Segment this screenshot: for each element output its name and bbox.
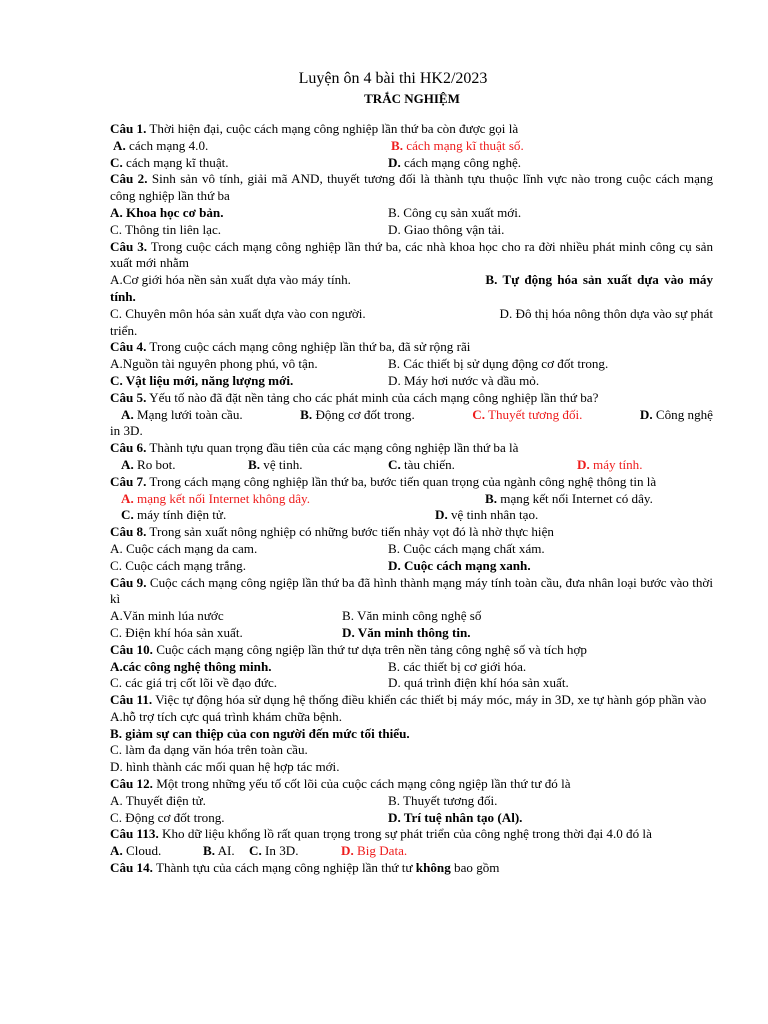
option-b-correct: B. cách mạng kĩ thuật số. xyxy=(391,137,524,153)
option-d: D. vệ tinh nhân tạo. xyxy=(435,507,539,523)
question-text: Câu 9. Cuộc cách mạng công ngiệp lần thứ ba đã hình thành mạng máy tính toàn cầu, đưa nhân loại bước vào thời kì xyxy=(110,574,713,607)
question-text: Câu 7. Trong cách mạng công nghiệp lần thứ ba, bước tiến quan trọng của ngành công nghệ thông tin là xyxy=(110,473,657,489)
option-a: A. Thuyết điện tử. xyxy=(110,792,206,808)
option-a: A. cách mạng 4.0. xyxy=(113,137,209,153)
option-d: D. Công nghệ xyxy=(639,406,713,422)
option-d: D. cách mạng công nghệ. xyxy=(388,154,522,170)
option-a: A. Cuộc cách mạng da cam. xyxy=(110,540,258,556)
option-b: B. Thuyết tương đối. xyxy=(388,792,498,808)
option-d: D. Máy hơi nước và dầu mỏ. xyxy=(388,372,540,388)
question-11 xyxy=(110,692,713,776)
option-d: D. Giao thông vận tải. xyxy=(388,221,505,237)
option-d-correct: D. Trí tuệ nhân tạo (Al). xyxy=(388,809,523,825)
question-10 xyxy=(110,642,713,692)
question-list xyxy=(110,121,713,877)
question-text: Câu 12. Một trong những yếu tố cốt lõi của cuộc cách mạng công ngiệp lần thứ tư đó là xyxy=(110,776,571,792)
question-14 xyxy=(110,860,713,877)
question-number: Câu 113. xyxy=(110,826,159,842)
option-c: C. cách mạng kĩ thuật. xyxy=(110,154,229,170)
question-text: Câu 3. Trong cuộc cách mạng công nghiệp lần thứ ba, các nhà khoa học cho ra đời nhiều phát minh công cụ sản xuất mới nhằm xyxy=(110,238,713,271)
option-c-correct: C. Thuyết tương đối. xyxy=(472,406,583,422)
option-d-continued: triển. xyxy=(110,322,138,338)
option-a-correct: A.các công nghệ thông minh. xyxy=(110,658,272,674)
option-b: B. AI. xyxy=(203,843,235,859)
question-8 xyxy=(110,524,713,574)
option-b: B. vệ tinh. xyxy=(248,456,303,472)
option-c: C. Động cơ đốt trong. xyxy=(110,809,225,825)
option-a: A. Cloud. xyxy=(110,843,162,859)
question-number: Câu 6. xyxy=(110,440,147,456)
question-text: Câu 4. Trong cuộc cách mạng công nghiệp lần thứ ba, đã sử rộng rãi xyxy=(110,339,471,355)
emphasis-word: không xyxy=(415,860,451,876)
option-c: C. Cuộc cách mạng trắng. xyxy=(110,557,246,573)
question-number: Câu 3. xyxy=(110,238,148,254)
option-d-correct: D. Big Data. xyxy=(341,843,408,859)
option-d-correct: D. Cuộc cách mạng xanh. xyxy=(388,557,531,573)
question-number: Câu 11. xyxy=(110,692,153,708)
page-subtitle: TRẮC NGHIỆM xyxy=(364,91,460,106)
question-text: Câu 113. Kho dữ liệu khổng lồ rất quan trọng trong sự phát triển của công nghệ trong thời đại 4.0 đó là xyxy=(110,826,652,842)
option-c: C. In 3D. xyxy=(249,843,299,859)
question-number: Câu 14. xyxy=(110,860,153,876)
option-b-continued: tính. xyxy=(110,288,136,304)
question-6 xyxy=(110,440,713,474)
question-text: Câu 1. Thời hiện đại, cuộc cách mạng công nghiệp lần thứ ba còn được gọi là xyxy=(110,121,519,136)
question-text: Câu 5. Yếu tố nào đã đặt nền tảng cho các phát minh của cách mạng công nghiệp lần thứ ba? xyxy=(110,389,599,405)
option-c: C. Điện khí hóa sản xuất. xyxy=(110,624,243,640)
question-7 xyxy=(110,474,713,524)
option-a: A.Cơ giới hóa nền sản xuất dựa vào máy tính. xyxy=(110,272,351,288)
question-12 xyxy=(110,776,713,826)
question-2 xyxy=(110,171,713,238)
question-5 xyxy=(110,390,713,440)
question-4 xyxy=(110,339,713,389)
option-b-correct: B. giảm sự can thiệp của con người đến mức tối thiểu. xyxy=(110,725,410,741)
option-b: B. Văn minh công nghệ số xyxy=(342,608,482,624)
question-number: Câu 5. xyxy=(110,389,147,405)
question-text: Câu 6. Thành tựu quan trọng đầu tiên của các mạng công nghiệp lần thứ ba là xyxy=(110,440,519,456)
question-text: Câu 2. Sinh sản vô tính, giải mã AND, thuyết tương đối là thành tựu thuộc lĩnh vực nào trong cuộc cách mạng công nghiệp lần thứ ba xyxy=(110,171,713,204)
question-number: Câu 1. xyxy=(110,121,147,136)
option-c: C. làm đa dạng văn hóa trên toàn cầu. xyxy=(110,742,308,758)
option-d: D. hình thành các mối quan hệ hợp tác mới. xyxy=(110,759,340,775)
option-d: D. Đô thị hóa nông thôn dựa vào sự phát xyxy=(499,305,713,321)
option-d-correct: D. máy tính. xyxy=(577,456,643,472)
question-number: Câu 2. xyxy=(110,171,148,187)
option-a-correct: A. mạng kết nối Internet không dây. xyxy=(121,490,310,506)
option-c-correct: C. Vật liệu mới, năng lượng mới. xyxy=(110,372,294,388)
option-d-correct: D. Văn minh thông tin. xyxy=(342,624,471,640)
question-13 xyxy=(110,826,713,860)
option-a-correct: A. Khoa học cơ bản. xyxy=(110,204,224,220)
question-text: Câu 10. Cuộc cách mạng công ngiệp lần thứ tư dựa trên nền tảng công nghệ số và tích hợp xyxy=(110,641,587,657)
question-1 xyxy=(110,121,713,171)
option-d-continued: in 3D. xyxy=(110,423,143,439)
option-a: A. Ro bot. xyxy=(121,456,176,472)
option-b: B. Cuộc cách mạng chất xám. xyxy=(388,540,545,556)
option-a: A.Nguồn tài nguyên phong phú, vô tận. xyxy=(110,356,318,372)
question-9 xyxy=(110,575,713,642)
question-text: Câu 11. Việc tự động hóa sử dụng hệ thống điều khiển các thiết bị máy móc, máy in 3D, xe tự hành góp phần vào xyxy=(110,692,707,708)
question-number: Câu 7. xyxy=(110,473,147,489)
option-c: C. Chuyên môn hóa sản xuất dựa vào con người. xyxy=(110,305,366,321)
option-c: C. Thông tin liên lạc. xyxy=(110,221,222,237)
option-b-correct: B. Tự động hóa sản xuất dựa vào máy xyxy=(485,272,713,288)
question-text: Câu 8. Trong sản xuất nông nghiệp có những bước tiến nhảy vọt đó là nhờ thực hiện xyxy=(110,524,554,540)
question-number: Câu 10. xyxy=(110,641,153,657)
question-number: Câu 12. xyxy=(110,776,153,792)
question-number: Câu 9. xyxy=(110,574,147,590)
option-a: A.Văn minh lúa nước xyxy=(110,608,224,624)
option-c: C. tàu chiến. xyxy=(388,456,455,472)
option-a: A. Mạng lưới toàn cầu. xyxy=(121,406,243,422)
question-text: Câu 14. Thành tựu của cách mạng công nghiệp lần thứ tư không bao gồm xyxy=(110,860,500,876)
option-d: D. quá trình điện khí hóa sản xuất. xyxy=(388,675,569,691)
option-b: B. các thiết bị cơ giới hóa. xyxy=(388,658,527,674)
option-b: B. mạng kết nối Internet có dây. xyxy=(485,490,653,506)
option-a: A.hỗ trợ tích cực quá trình khám chữa bệnh. xyxy=(110,708,343,724)
page-title: Luyện ôn 4 bài thi HK2/2023 xyxy=(298,70,488,87)
option-b: B. Các thiết bị sử dụng động cơ đốt trong. xyxy=(388,356,609,372)
option-b: B. Động cơ đốt trong. xyxy=(300,406,415,422)
question-number: Câu 8. xyxy=(110,524,147,540)
option-b: B. Công cụ sản xuất mới. xyxy=(388,204,522,220)
question-number: Câu 4. xyxy=(110,339,147,355)
question-3 xyxy=(110,239,713,340)
option-c: C. các giá trị cốt lõi về đạo đức. xyxy=(110,675,278,691)
option-c: C. máy tính điện tử. xyxy=(121,507,227,523)
